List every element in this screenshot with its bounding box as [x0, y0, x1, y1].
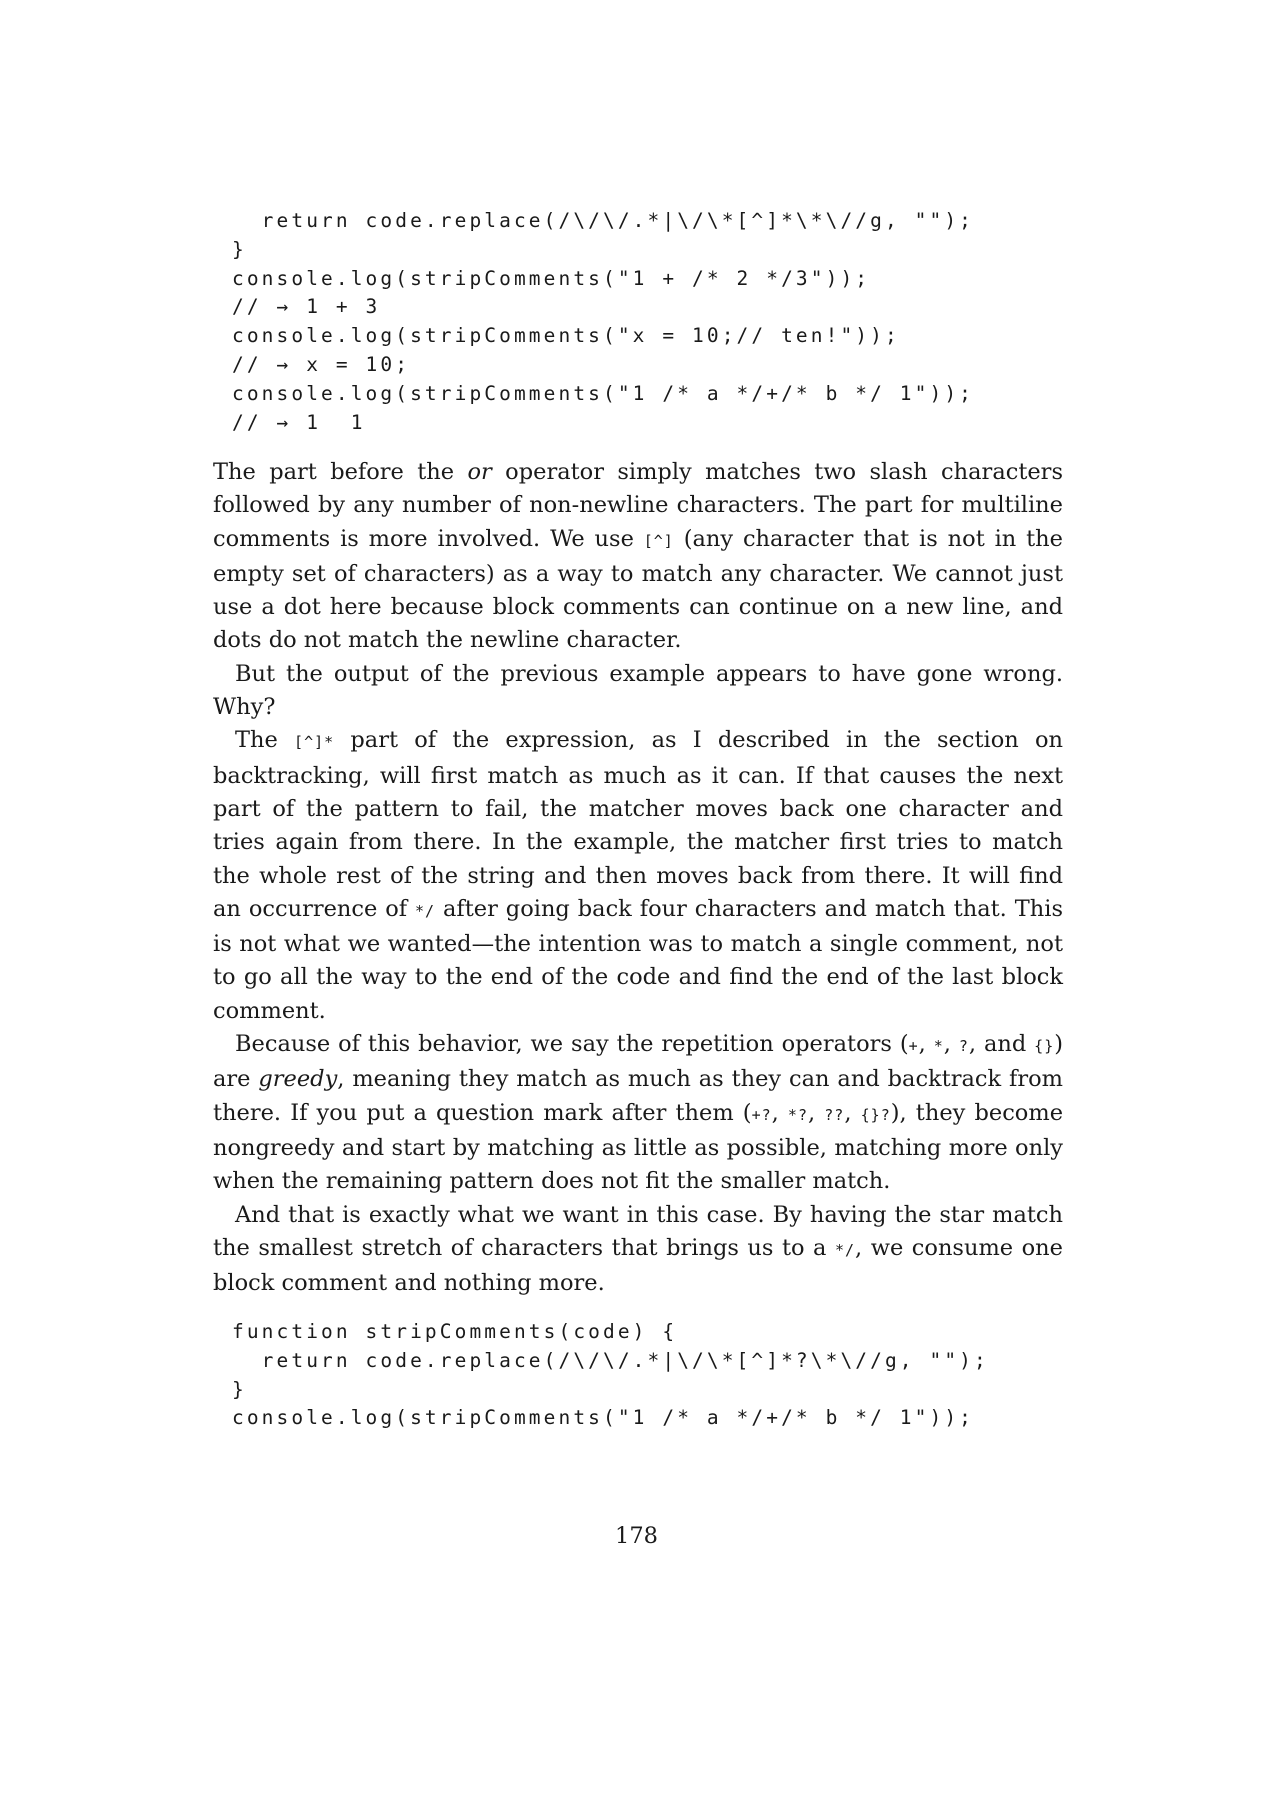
text-run: The part before the: [213, 459, 468, 485]
text-run: part of the expression, as I described in the section on backtracking, will first match as much as it can. If that causes the next part of the pattern to fail, the matcher moves back one character and tries again from there. In the example, the matcher first tries to match the whole rest of the string and then moves back from there. It will find an occurrence of: [213, 727, 1063, 922]
text-run: ,: [918, 1031, 934, 1058]
text-run: And that is exactly what we want in this case. By having the star match the smallest stretch of characters that brings us to a: [213, 1201, 1063, 1261]
text-run: ), they become nongreedy and start by matching as little as possible, matching more only when the remaining pattern does not fit the smaller match.: [213, 1099, 1064, 1195]
inline-code: +?: [751, 1105, 772, 1124]
text-run: ,: [943, 1031, 959, 1058]
inline-code: [^]: [643, 531, 674, 550]
emphasis: greedy: [258, 1066, 338, 1093]
code-line: return code.replace(/\/\/.*|\/\*[^]*?\*\//g, "");: [232, 1348, 989, 1372]
text-run: Because of this behavior, we say the repetition operators (: [235, 1031, 909, 1058]
text-run: , we consume one block comment and nothing more.: [213, 1234, 1063, 1297]
text-run: ,: [807, 1099, 825, 1126]
paragraph-nongreedy: [213, 1199, 1063, 1301]
page-number: 178: [615, 1523, 658, 1549]
inline-code: *: [933, 1037, 944, 1056]
text-run: , and: [968, 1031, 1035, 1058]
inline-code: {}: [1034, 1037, 1055, 1056]
text-run: But the output of the previous example appears to have gone wrong. Why?: [213, 660, 1063, 721]
text-run: after going back four characters and match that. This is not what we wanted—the intention was to match a single comment, not to go all the way to the end of the code and find the end of the last block comment.: [213, 895, 1063, 1024]
inline-code: +: [908, 1037, 919, 1056]
code-line: console.log(stripComments("x = 10;// ten!"));: [232, 324, 900, 348]
body-text: [213, 456, 1063, 1300]
text-run: ,: [844, 1099, 861, 1126]
text-run: operator simply matches two slash characters followed by any number of non-newline characters. The part for multiline comments is more involved. We use: [213, 459, 1063, 552]
paragraph-gone-wrong: [213, 658, 1063, 725]
inline-code: {}?: [860, 1105, 891, 1124]
code-line: function stripComments(code) {: [232, 1320, 678, 1343]
inline-code: *?: [787, 1105, 808, 1124]
code-line: console.log(stripComments("1 /* a */+/* b */ 1"));: [232, 381, 974, 405]
code-line: return code.replace(/\/\/.*|\/\*[^]*\*\//g, "");: [232, 209, 974, 232]
code-line: console.log(stripComments("1 + /* 2 */3"));: [232, 266, 871, 290]
code-line: // → 1 + 3: [232, 295, 381, 319]
paragraph-greedy: [213, 1028, 1063, 1198]
text-run: ,: [771, 1099, 788, 1126]
code-line: console.log(stripComments("1 /* a */+/* b */ 1"));: [232, 1406, 974, 1430]
code-block-bottom: [232, 1318, 989, 1433]
code-line: }: [232, 237, 247, 261]
paragraph-or-operator: [213, 456, 1063, 658]
inline-code: */: [415, 901, 436, 920]
inline-code: ??: [824, 1105, 845, 1124]
text-run: (any character that is not in the empty set of characters) as a way to match any character. We cannot just use a dot here because block comments can continue on a new line, and dots do not match the newline character.: [213, 525, 1063, 654]
inline-code: ?: [958, 1037, 969, 1056]
text-run: , meaning they match as much as they can and backtrack from there. If you put a question mark after them (: [213, 1066, 1063, 1126]
text-run: The: [235, 727, 295, 754]
text-run: ) are: [213, 1031, 1064, 1093]
inline-code: */: [834, 1240, 856, 1259]
code-line: // → 1 1: [232, 410, 366, 434]
code-line: // → x = 10;: [232, 352, 411, 376]
inline-code: [^]*: [294, 733, 335, 752]
code-block-top: [232, 207, 974, 437]
emphasis: or: [467, 459, 492, 485]
paragraph-backtracking: [213, 724, 1063, 1028]
code-line: }: [232, 1377, 247, 1401]
